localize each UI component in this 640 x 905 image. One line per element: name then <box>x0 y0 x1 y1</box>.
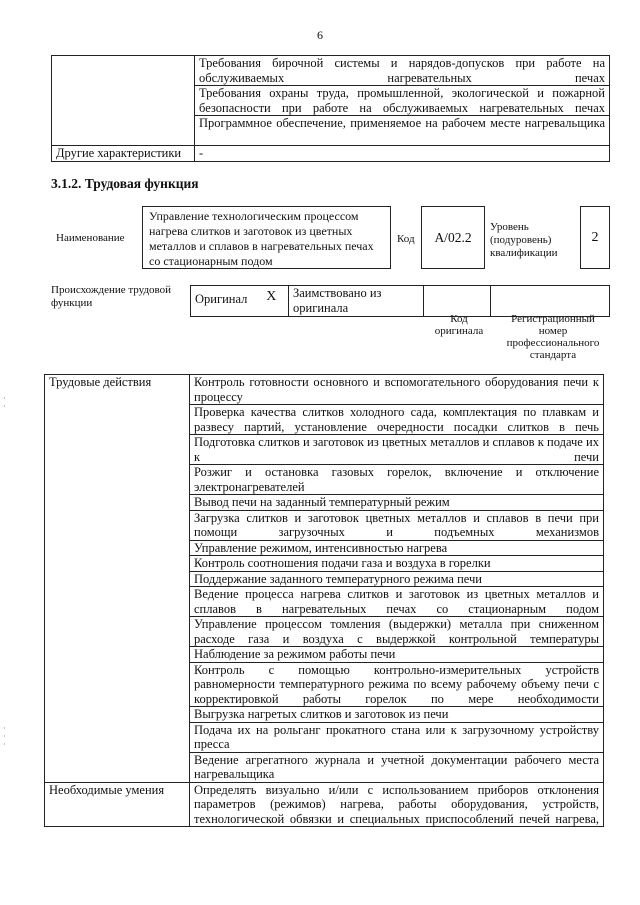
borrowed-label: Заимствовано из оригинала <box>289 286 424 317</box>
labor-action: Управление режимом, интенсивностью нагрева <box>190 540 604 556</box>
labor-action: Проверка качества слитков холодного сада, комплектация по плавкам и развесу партий, установление очередности посадки слитков в печь <box>190 405 604 435</box>
level-label: Уровень (подуровень) квалификации <box>490 221 558 259</box>
labor-action: Розжиг и остановка газовых горелок, включение и отключение электронагревателей <box>190 465 604 495</box>
table-row <box>45 375 604 405</box>
page-number: 6 <box>317 28 323 42</box>
margin-mark: · · · <box>3 724 6 749</box>
labor-action: Ведение процесса нагрева слитков и заготовок из цветных металлов и сплавов в нагревательных печах со стационарным подом <box>190 587 604 617</box>
original-label: Оригинал <box>191 286 255 317</box>
name-label: Наименование <box>56 232 125 244</box>
row-text: - <box>195 146 610 162</box>
table-row <box>191 286 610 317</box>
labor-action: Вывод печи на заданный температурный режим <box>190 495 604 511</box>
function-name: Управление технологическим процессом нагрева слитков и заготовок из цветных металлов и сплавов в нагревательных печах со стационарным подом <box>142 206 391 269</box>
function-code: A/02.2 <box>421 206 485 269</box>
table-row <box>52 56 610 86</box>
row-label <box>52 116 195 146</box>
labor-action: Подача их на рольганг прокатного стана или к загрузочному устройству пресса <box>190 722 604 752</box>
labor-functions-table <box>44 374 604 827</box>
original-mark: X <box>255 286 289 317</box>
row-label <box>52 86 195 116</box>
requirements-table <box>51 55 610 162</box>
original-code-cell <box>424 286 491 317</box>
section-heading: 3.1.2. Трудовая функция <box>51 176 199 191</box>
labor-action: Выгрузка нагретых слитков и заготовок из печи <box>190 707 604 723</box>
reg-caption: Регистрационный номер профессионального стандарта <box>506 313 600 361</box>
labor-action: Контроль с помощью контрольно-измерительных устройств равномерности температурного режима по всему рабочему объему печи с корректировкой работы горелок по мере необходимости <box>190 662 604 707</box>
table-row <box>45 782 604 827</box>
code-caption: Код оригинала <box>434 313 484 337</box>
labor-action: Управление процессом томления (выдержки) металла при сниженном расходе газа и воздуха с выдержкой контрольной температуры <box>190 617 604 647</box>
skills-label: Необходимые умения <box>45 782 190 827</box>
margin-mark: · · <box>3 394 6 411</box>
qualification-level: 2 <box>580 206 610 269</box>
origin-label: Происхождение трудовой функции <box>51 284 172 309</box>
labor-action: Контроль готовности основного и вспомогательного оборудования печи к процессу <box>190 375 604 405</box>
labor-action: Загрузка слитков и заготовок цветных металлов и сплавов в печи при помощи загрузочных и подъемных механизмов <box>190 510 604 540</box>
labor-action: Наблюдение за режимом работы печи <box>190 647 604 663</box>
row-text: Требования бирочной системы и нарядов-допусков при работе на обслуживаемых нагревательных печах <box>195 56 610 86</box>
labor-action: Подготовка слитков и заготовок из цветных металлов и сплавов к подаче их к печи <box>190 435 604 465</box>
table-row <box>52 116 610 146</box>
row-label <box>52 56 195 86</box>
table-row <box>52 86 610 116</box>
labor-actions-label: Трудовые действия <box>45 375 190 783</box>
row-text: Программное обеспечение, применяемое на рабочем месте нагревальщика <box>195 116 610 146</box>
row-label: Другие характеристики <box>52 146 195 162</box>
code-label: Код <box>397 233 415 245</box>
labor-action: Поддержание заданного температурного режима печи <box>190 571 604 587</box>
labor-action: Ведение агрегатного журнала и учетной документации рабочего места нагревальщика <box>190 752 604 782</box>
table-row <box>52 146 610 162</box>
row-text: Требования охраны труда, промышленной, экологической и пожарной безопасности при работе на обслуживаемых нагревательных печах <box>195 86 610 116</box>
registration-number-cell <box>491 286 610 317</box>
skill-item: Определять визуально и/или с использованием приборов отклонения параметров (режимов) нагрева, работы оборудования, устройств, технологической обвязки и специальных приспособлений печей нагрева, <box>190 782 604 827</box>
labor-action: Контроль соотношения подачи газа и воздуха в горелки <box>190 556 604 572</box>
